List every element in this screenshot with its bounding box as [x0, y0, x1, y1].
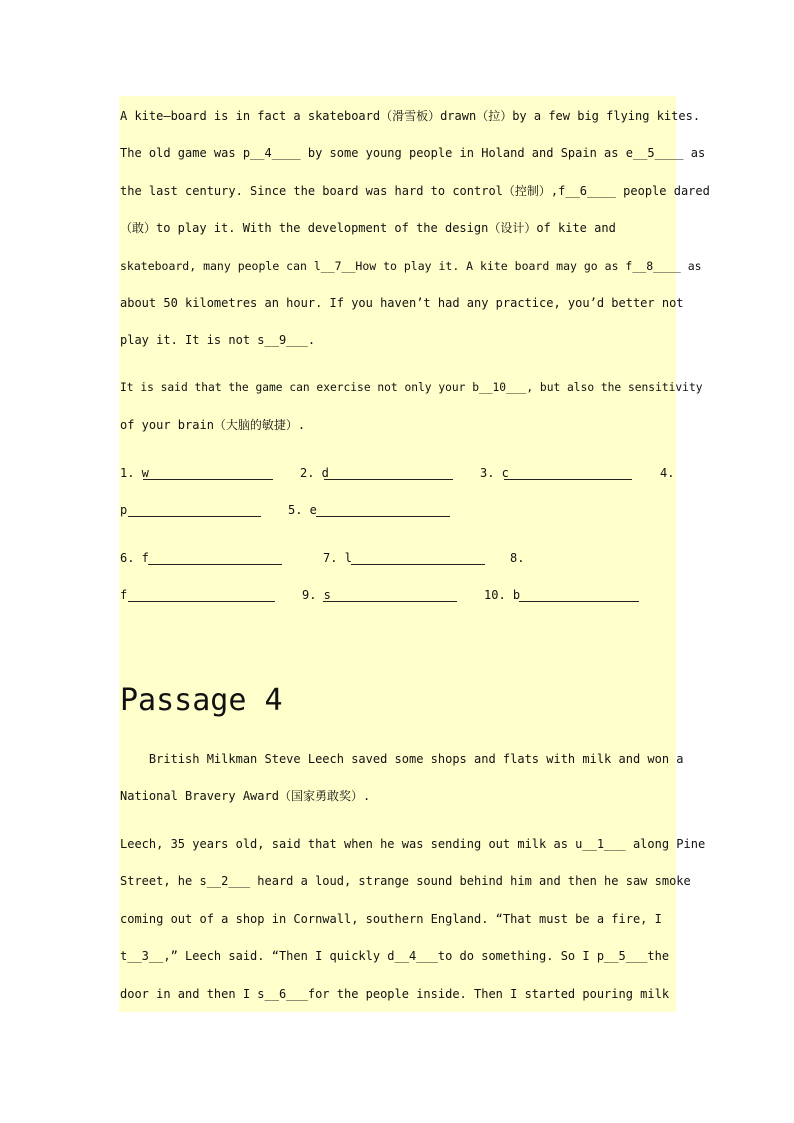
- answer-label: 6. f: [120, 551, 149, 565]
- answer-label: 7. l: [323, 551, 352, 565]
- passage-line: of your brain（大脑的敏捷）.: [120, 418, 306, 432]
- passage-line: A kite—board is in fact a skateboard（滑雪板）drawn（拉）by a few big flying kites.: [120, 109, 701, 123]
- passage-line: the last century. Since the board was hard to control（控制）,f__6____ people dared: [120, 184, 710, 198]
- answer-blank[interactable]: [128, 601, 275, 602]
- answer-label: f: [120, 588, 128, 602]
- passage-line: The old game was p__4____ by some young people in Holand and Spain as e__5____ as: [120, 146, 706, 160]
- passage-line: （敢）to play it. With the development of the design（设计）of kite and: [120, 221, 616, 235]
- answer-blank[interactable]: [143, 479, 273, 480]
- passage-line: It is said that the game can exercise not only your b__10___, but also the sensitivity: [120, 381, 703, 394]
- answer-blank[interactable]: [351, 564, 485, 565]
- answer-label: 4.: [660, 466, 675, 480]
- answer-blank[interactable]: [504, 479, 632, 480]
- answer-blank[interactable]: [128, 516, 261, 517]
- passage-line: door in and then I s__6___for the people inside. Then I started pouring milk: [120, 987, 670, 1001]
- answer-blank[interactable]: [316, 516, 450, 517]
- passage-line: British Milkman Steve Leech saved some shops and flats with milk and won a: [120, 752, 684, 766]
- answer-blank[interactable]: [323, 601, 457, 602]
- answer-label: p: [120, 503, 128, 517]
- passage-title: Passage 4: [120, 683, 283, 718]
- answer-label: 1. w: [120, 466, 149, 480]
- passage-line: Leech, 35 years old, said that when he was sending out milk as u__1___ along Pine: [120, 837, 706, 851]
- passage-line: skateboard, many people can l__7__How to play it. A kite board may go as f__8____ as: [120, 259, 702, 273]
- answer-label: 3. c: [480, 466, 509, 480]
- answer-label: 5. e: [288, 503, 317, 517]
- answer-blank[interactable]: [324, 479, 453, 480]
- answer-label: 9. s: [302, 588, 331, 602]
- passage-line: about 50 kilometres an hour. If you haven’t had any practice, you’d better not: [120, 296, 684, 310]
- answer-label: 8.: [510, 551, 525, 565]
- passage-line: play it. It is not s__9___.: [120, 333, 316, 347]
- passage-line: coming out of a shop in Cornwall, southern England. “That must be a fire, I: [120, 912, 662, 926]
- answer-blank[interactable]: [148, 564, 282, 565]
- passage-line: t__3__,” Leech said. “Then I quickly d__4___to do something. So I p__5___the: [120, 949, 670, 963]
- passage-line: Street, he s__2___ heard a loud, strange sound behind him and then he saw smoke: [120, 874, 691, 888]
- answer-label: 2. d: [300, 466, 329, 480]
- answer-label: 10. b: [484, 588, 521, 602]
- passage-line: National Bravery Award（国家勇敢奖）.: [120, 789, 371, 803]
- answer-blank[interactable]: [519, 601, 639, 602]
